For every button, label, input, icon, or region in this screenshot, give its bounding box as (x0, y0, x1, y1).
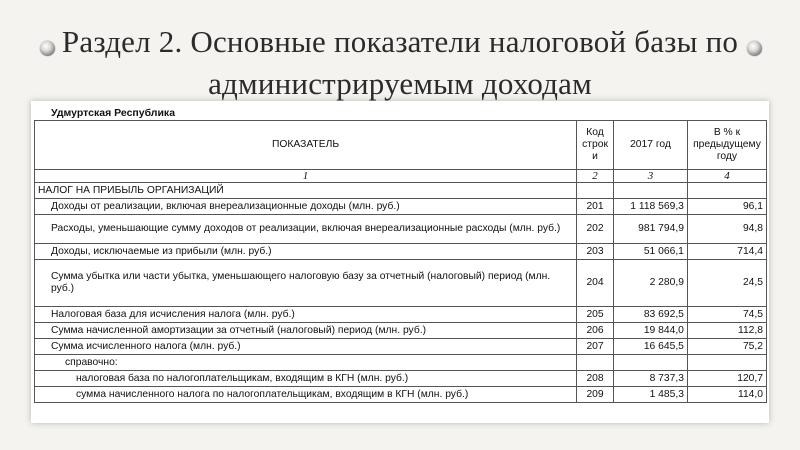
column-number: 4 (687, 170, 766, 183)
header-percent: В % к предыдущему году (687, 121, 766, 170)
slide-title-line-1: Раздел 2. Основные показатели налоговой базы по (61, 24, 739, 59)
table-row (35, 339, 767, 355)
column-number: 3 (614, 170, 688, 183)
header-year: 2017 год (614, 121, 688, 170)
row-value: 19 844,0 (614, 323, 688, 339)
row-percent (687, 355, 766, 371)
row-code: 204 (577, 260, 614, 307)
table-row (35, 387, 767, 403)
row-code: 208 (577, 371, 614, 387)
row-value: 1 485,3 (614, 387, 688, 403)
column-number: 1 (35, 170, 577, 183)
row-value: 981 794,9 (614, 215, 688, 244)
table-row (35, 355, 767, 371)
table-sheet (31, 101, 769, 423)
row-code: 206 (577, 323, 614, 339)
row-name: Сумма начисленной амортизации за отчетный (налоговый) период (млн. руб.) (35, 323, 577, 339)
row-code: 207 (577, 339, 614, 355)
row-name: Доходы, исключаемые из прибыли (млн. руб.) (35, 244, 577, 260)
row-value: 16 645,5 (614, 339, 688, 355)
column-number: 2 (577, 170, 614, 183)
table-row (35, 244, 767, 260)
header-indicator: ПОКАЗАТЕЛЬ (35, 121, 577, 170)
tax-indicators-table (34, 120, 767, 403)
row-name: Налоговая база для исчисления налога (млн. руб.) (35, 307, 577, 323)
row-percent: 74,5 (687, 307, 766, 323)
header-row (35, 121, 767, 170)
table-row (35, 307, 767, 323)
row-name: Сумма исчисленного налога (млн. руб.) (35, 339, 577, 355)
row-value (614, 355, 688, 371)
region-label: Удмуртская Республика (51, 107, 176, 119)
row-value: 83 692,5 (614, 307, 688, 323)
table-row (35, 323, 767, 339)
row-code: 201 (577, 199, 614, 215)
row-percent: 96,1 (687, 199, 766, 215)
row-percent: 94,8 (687, 215, 766, 244)
row-code (577, 355, 614, 371)
row-name: Расходы, уменьшающие сумму доходов от реализации, включая внереализационные расходы (млн. руб.) (35, 215, 577, 244)
row-percent: 120,7 (687, 371, 766, 387)
row-name: справочно: (35, 355, 577, 371)
row-name: налоговая база по налогоплательщикам, входящим в КГН (млн. руб.) (35, 371, 577, 387)
row-value: 8 737,3 (614, 371, 688, 387)
slide-title-line-2: администрируемым доходам (208, 66, 592, 101)
row-value: 2 280,9 (614, 260, 688, 307)
column-number-row (35, 170, 767, 183)
row-value: 51 066,1 (614, 244, 688, 260)
row-percent: 114,0 (687, 387, 766, 403)
row-code: 209 (577, 387, 614, 403)
section-row (35, 183, 767, 199)
row-percent: 112,8 (687, 323, 766, 339)
row-percent: 714,4 (687, 244, 766, 260)
title-bullet-right-icon (747, 41, 762, 56)
row-name: Доходы от реализации, включая внереализационные доходы (млн. руб.) (35, 199, 577, 215)
row-name: сумма начисленного налога по налогоплательщикам, входящим в КГН (млн. руб.) (35, 387, 577, 403)
table-row (35, 371, 767, 387)
header-code: Код строк и (577, 121, 614, 170)
row-value: 1 118 569,3 (614, 199, 688, 215)
row-percent: 75,2 (687, 339, 766, 355)
section-title: НАЛОГ НА ПРИБЫЛЬ ОРГАНИЗАЦИЙ (35, 183, 577, 199)
table-row (35, 260, 767, 307)
row-name: Сумма убытка или части убытка, уменьшающего налоговую базу за отчетный (налоговый) период (млн. руб.) (35, 260, 577, 307)
row-code: 202 (577, 215, 614, 244)
table-row (35, 215, 767, 244)
row-code: 205 (577, 307, 614, 323)
row-percent: 24,5 (687, 260, 766, 307)
table-row (35, 199, 767, 215)
row-code: 203 (577, 244, 614, 260)
